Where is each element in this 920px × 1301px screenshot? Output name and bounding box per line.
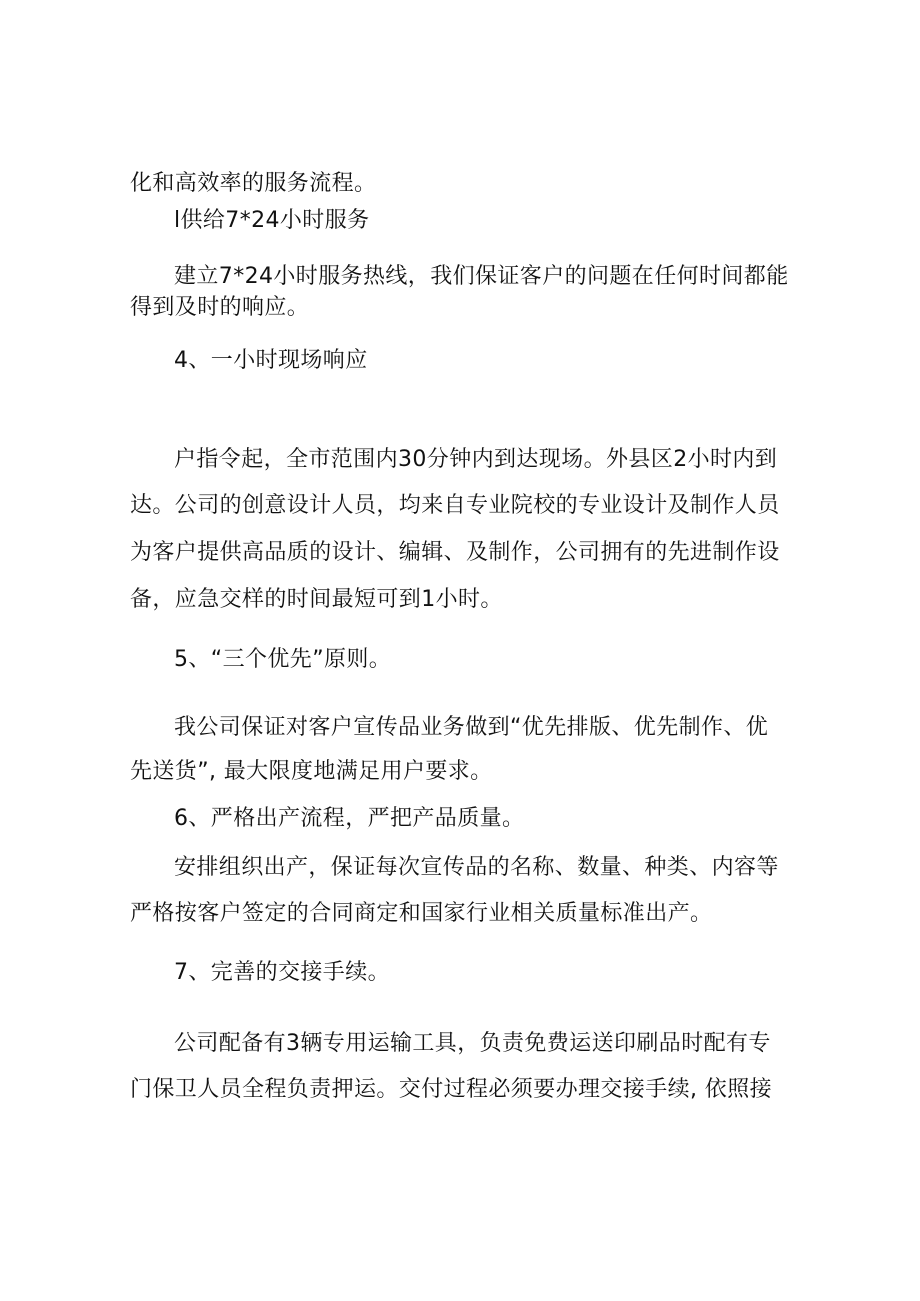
section-heading: 5、“三个优先”原则。 xyxy=(174,647,392,672)
text-line: 先送货”, 最大限度地满足用户要求。 xyxy=(130,759,493,784)
text-line: 得到及时的响应。 xyxy=(130,295,310,320)
text-line: 我公司保证对客户宣传品业务做到“优先排版、优先制作、优 xyxy=(174,715,769,740)
section-heading: 6、严格出产流程，严把产品质量。 xyxy=(174,806,525,831)
text-line: 备，应急交样的时间最短可到1小时。 xyxy=(130,587,503,612)
text-line: 达。公司的创意设计人员，均来自专业院校的专业设计及制作人员 xyxy=(130,493,780,518)
text-line: 安排组织出产，保证每次宣传品的名称、数量、种类、内容等 xyxy=(174,855,779,880)
text-line: 建立7*24小时服务热线，我们保证客户的问题在任何时间都能 xyxy=(174,264,789,289)
text-line: 化和高效率的服务流程。 xyxy=(130,171,377,196)
section-heading: 4、一小时现场响应 xyxy=(174,348,368,373)
section-heading: 7、完善的交接手续。 xyxy=(174,960,390,985)
section-heading: l供给7*24小时服务 xyxy=(174,208,370,233)
text-line: 为客户提供高品质的设计、编辑、及制作，公司拥有的先进制作设 xyxy=(130,540,780,565)
text-line: 户指令起，全市范围内30分钟内到达现场。外县区2小时内到 xyxy=(174,447,778,472)
text-line: 门保卫人员全程负责押运。交付过程必须要办理交接手续, 依照接 xyxy=(130,1077,772,1102)
text-line: 公司配备有3辆专用运输工具，负责免费运送印刷品时配有专 xyxy=(174,1031,771,1056)
text-line: 严格按客户签定的合同商定和国家行业相关质量标准出产。 xyxy=(130,901,713,926)
